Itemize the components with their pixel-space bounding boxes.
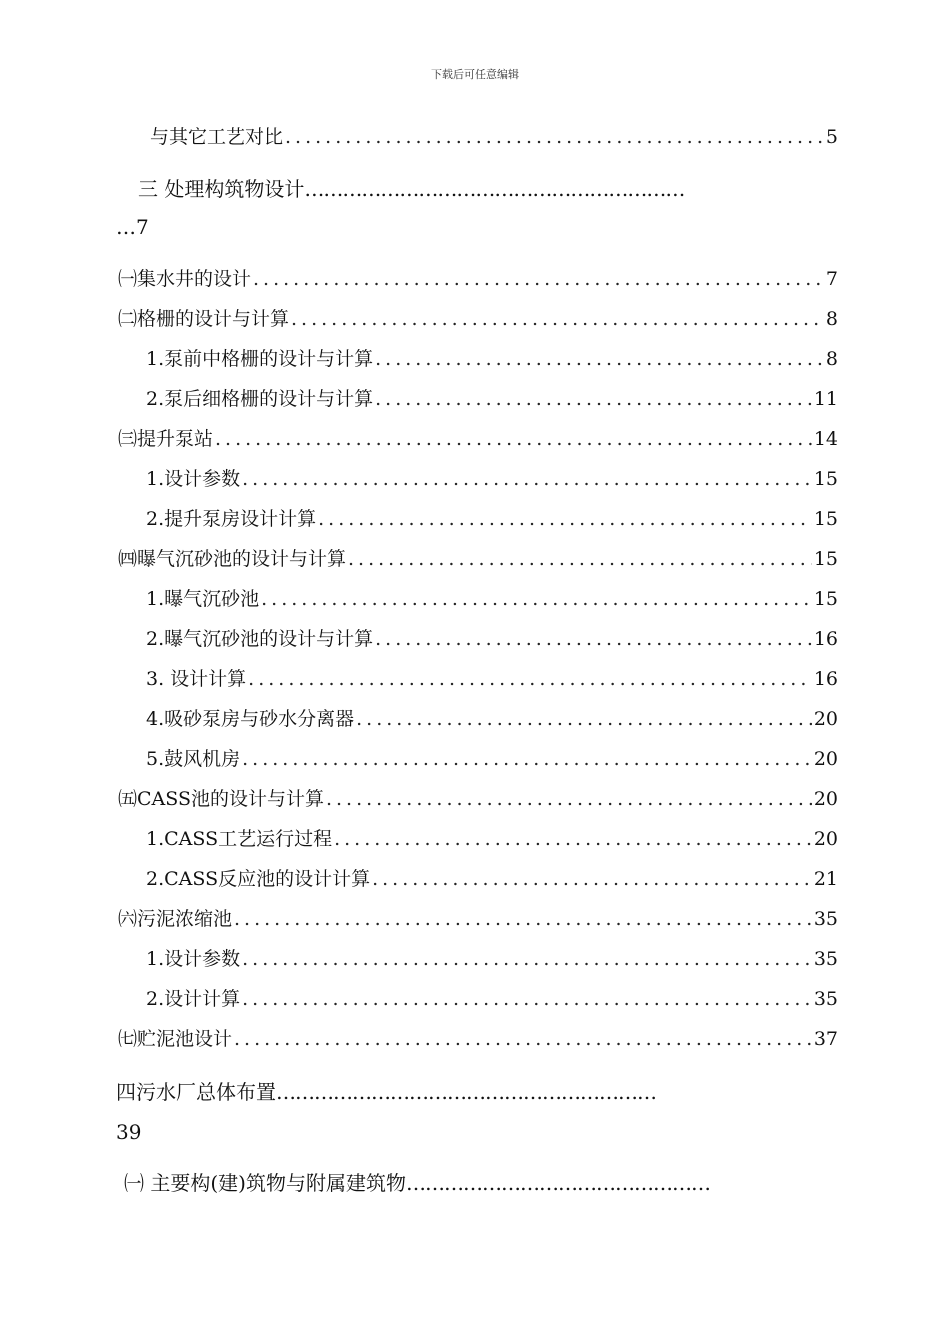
dot-leader [375,388,812,410]
dot-leader [215,428,812,450]
toc-entry[interactable] [118,544,838,574]
toc-entry-page: 20 [813,788,838,810]
toc-entry-label: 3. 设计计算 [146,668,247,690]
dot-leader [242,948,812,970]
dot-leader [375,628,812,650]
toc-entry[interactable] [118,424,838,454]
toc-entry-label: ㈣曝气沉砂池的设计与计算 [118,548,347,570]
toc-entry[interactable] [146,584,838,614]
toc-entry-page: 21 [813,868,838,890]
toc-entry-label: ㈢提升泵站 [118,428,214,450]
toc-entry-page: 14 [813,428,838,450]
toc-entry-page: 35 [813,908,838,930]
toc-entry[interactable] [146,744,838,774]
toc-entry-page: 15 [813,588,838,610]
toc-entry[interactable] [146,624,838,654]
dot-leader [348,548,812,570]
toc-entry[interactable] [118,1024,838,1054]
dot-leader [285,126,824,148]
toc-entry-page: 5 [825,126,838,148]
toc-entry-page: 16 [813,668,838,690]
ellipsis-leader: ………………………………………… [405,1171,710,1195]
page-header: 下载后可任意编辑 [431,68,519,81]
toc-entry-label: ㈡格栅的设计与计算 [118,308,290,330]
toc-entry[interactable] [150,122,838,152]
toc-entry-page: 15 [813,548,838,570]
toc-entry[interactable] [146,384,838,414]
ellipsis-leader: …………………………………………………… [304,177,685,201]
toc-entry-page: 8 [825,348,838,370]
toc-entry[interactable] [146,664,838,694]
dot-leader [248,668,812,690]
toc-entry-label: ㈥污泥浓缩池 [118,908,233,930]
toc-section-label: 三 处理构筑物设计 [138,177,305,201]
toc-entry[interactable] [146,464,838,494]
toc-entry-page: 8 [825,308,838,330]
dot-leader [242,468,812,490]
dot-leader [242,988,812,1010]
toc-entry[interactable] [146,984,838,1014]
toc-entry-page: 35 [813,948,838,970]
toc-entry[interactable] [118,904,838,934]
dot-leader [261,588,812,610]
toc-subsection[interactable] [124,1167,710,1196]
toc-entry[interactable] [146,944,838,974]
toc-section-3-page: …7 [116,215,149,239]
dot-leader [291,308,824,330]
toc-section-4-page: 39 [116,1120,142,1144]
toc-entry-page: 20 [813,708,838,730]
toc-entry-page: 16 [813,628,838,650]
dot-leader [356,708,812,730]
toc-entry[interactable] [146,504,838,534]
toc-section-label: 四污水厂总体布置 [116,1080,276,1104]
toc-entry-page: 15 [813,468,838,490]
toc-entry-label: 1.设计参数 [146,468,241,490]
dot-leader [375,348,824,370]
toc-entry-page: 11 [813,388,838,410]
toc-entry-label: 2.CASS反应池的设计计算 [146,868,371,890]
toc-entry-label: 1.CASS工艺运行过程 [146,828,333,850]
dot-leader [334,828,812,850]
dot-leader [242,748,812,770]
dot-leader [372,868,812,890]
dot-leader [234,908,812,930]
toc-entry-label: ㈤CASS池的设计与计算 [118,788,324,810]
toc-entry-label: 2.提升泵房设计计算 [146,508,317,530]
toc-entry-label: 1.泵前中格栅的设计与计算 [146,348,374,370]
toc-entry-page: 7 [825,268,838,290]
dot-leader [318,508,812,530]
toc-entry-label: 2.曝气沉砂池的设计与计算 [146,628,374,650]
toc-entry-page: 20 [813,748,838,770]
dot-leader [234,1028,812,1050]
toc-entry[interactable] [146,704,838,734]
toc-entry[interactable] [146,824,838,854]
toc-entry[interactable] [146,344,838,374]
toc-entry-label: 2.设计计算 [146,988,241,1010]
dot-leader [326,788,812,810]
toc-entry-page: 37 [813,1028,838,1050]
toc-section-4[interactable] [116,1076,656,1105]
toc-entry-label: ㈦贮泥池设计 [118,1028,233,1050]
ellipsis-leader: …………………………………………………… [276,1080,656,1104]
toc-entry[interactable] [118,264,838,294]
toc-entry-page: 15 [813,508,838,530]
toc-entry-label: 5.鼓风机房 [146,748,241,770]
toc-entry[interactable] [146,864,838,894]
toc-entry-label: ㈠集水井的设计 [118,268,252,290]
toc-section-3[interactable] [138,173,684,202]
toc-entry[interactable] [118,784,838,814]
toc-entry-label: 1.曝气沉砂池 [146,588,260,610]
toc-entry-page: 35 [813,988,838,1010]
toc-entry-label: 与其它工艺对比 [150,126,284,148]
toc-entry-label: 1.设计参数 [146,948,241,970]
toc-entry-label: 4.吸砂泵房与砂水分离器 [146,708,355,730]
dot-leader [253,268,824,290]
toc-entry[interactable] [118,304,838,334]
toc-entry-page: 20 [813,828,838,850]
toc-entry-label: 2.泵后细格栅的设计与计算 [146,388,374,410]
toc-subsection-label: ㈠ 主要构(建)筑物与附属建筑物 [124,1171,406,1195]
